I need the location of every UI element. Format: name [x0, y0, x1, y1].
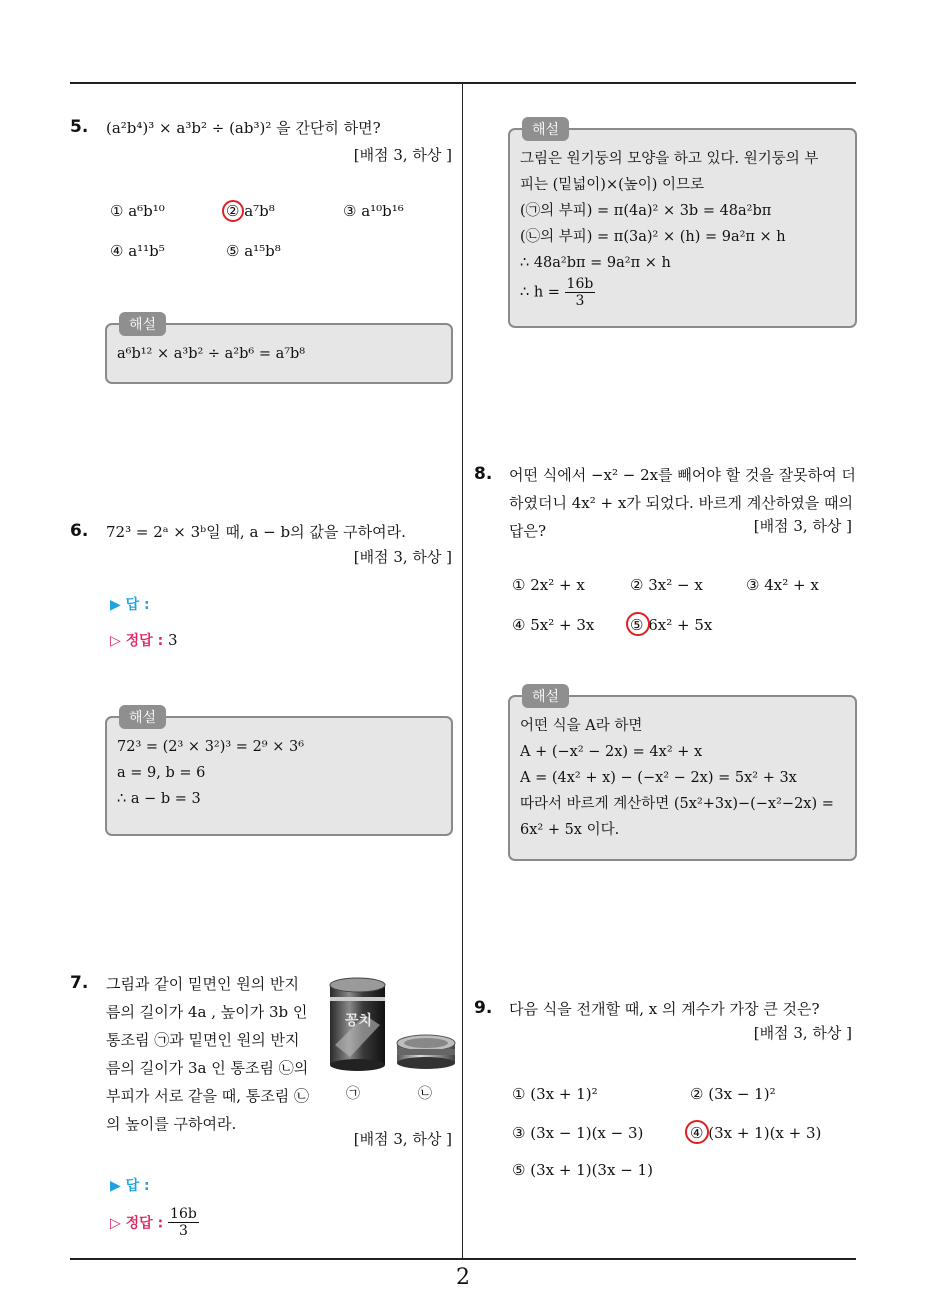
q7-correct-label [110, 1206, 199, 1239]
q8-option-1[interactable]: ① 2x² + x [512, 576, 585, 594]
q7-explanation-line-3: (㉠의 부피) = π(4a)² × 3b = 48a²bπ [520, 203, 772, 219]
q7-text [106, 970, 326, 1138]
q8-score: [배점 3, 하상 ] [753, 517, 852, 535]
q6-text: 72³ = 2ᵃ × 3ᵇ일 때, a − b의 값을 구하여라. [106, 523, 406, 541]
q6-score: [배점 3, 하상 ] [353, 548, 452, 566]
q7-explanation-tag: 해설 [522, 117, 569, 141]
q8-number: 8. [474, 464, 493, 484]
q6-correct-label [110, 630, 178, 650]
q9-option-3[interactable]: ③ (3x − 1)(x − 3) [512, 1124, 644, 1142]
q8-explanation-line-2: A + (−x² − 2x) = 4x² + x [520, 744, 703, 760]
short-can-shape [397, 1035, 455, 1069]
q8-option-3[interactable]: ③ 4x² + x [746, 576, 819, 594]
q7-correct-numerator: 16b [170, 1206, 197, 1222]
q9-selected-mark [685, 1120, 709, 1144]
q5-explanation-tag: 해설 [119, 312, 166, 336]
q5-explanation-box [105, 317, 453, 384]
q9-option-1[interactable]: ① (3x + 1)² [512, 1085, 598, 1103]
q6-explanation-line-3: ∴ a − b = 3 [117, 791, 201, 807]
q5-selected-mark [222, 200, 244, 222]
q7-can-figure [325, 975, 460, 1080]
q7-explanation-denominator: 3 [575, 293, 585, 309]
q6-correct-value: 3 [168, 631, 178, 649]
q8-option-4[interactable]: ④ 5x² + 3x [512, 616, 595, 634]
bottom-rule [70, 1258, 856, 1260]
q7-explanation-h-prefix: ∴ h = [520, 284, 560, 301]
q7-correct-fraction [168, 1206, 199, 1239]
q8-text-line-2: 하였더니 4x² + x가 되었다. 바르게 계산하였을 때의 [509, 494, 854, 512]
q5-option-5[interactable]: ⑤ a¹⁵b⁸ [226, 242, 281, 260]
q8-explanation-line-3: A = (4x² + x) − (−x² − 2x) = 5x² + 3x [520, 770, 797, 786]
q7-explanation-fraction [565, 276, 596, 309]
q5-option-4[interactable]: ④ a¹¹b⁵ [110, 242, 165, 260]
q8-explanation-line-4: 따라서 바르게 계산하면 (5x²+3x)−(−x²−2x) = [520, 796, 834, 812]
q7-fig-label-b: ㉡ [418, 1086, 432, 1102]
q6-explanation-box [105, 710, 453, 836]
q7-explanation-line-6 [520, 276, 845, 309]
q7-text-line-1: 그림과 같이 밑면인 원의 반지 [106, 975, 299, 993]
q7-number: 7. [70, 973, 89, 993]
q9-option-5[interactable]: ⑤ (3x + 1)(3x − 1) [512, 1161, 653, 1179]
q5-option-2[interactable]: ② a⁷b⁸ [226, 202, 275, 220]
q7-explanation-line-4: (㉡의 부피) = π(3a)² × (h) = 9a²π × h [520, 229, 786, 245]
q7-text-line-2: 름의 길이가 4a , 높이가 3b 인 [106, 1003, 308, 1021]
q7-text-line-3: 통조림 ㉠과 밑면인 원의 반지 [106, 1031, 300, 1049]
q5-number: 5. [70, 117, 89, 137]
q5-option-1[interactable]: ① a⁶b¹⁰ [110, 202, 165, 220]
q6-answer-label: ▶ 답 : [110, 597, 150, 613]
q8-option-5[interactable]: ⑤ 6x² + 5x [630, 616, 713, 634]
q6-explanation-tag: 해설 [119, 705, 166, 729]
q6-correct-prefix: ▷ 정답 : [110, 633, 164, 649]
q7-fig-label-a: ㉠ [346, 1086, 360, 1102]
q7-correct-denominator: 3 [178, 1223, 188, 1239]
q7-explanation-line-2: 피는 (밑넓이)×(높이) 이므로 [520, 177, 705, 193]
q9-score: [배점 3, 하상 ] [753, 1024, 852, 1042]
q5-explanation-line: a⁶b¹² × a³b² ÷ a²b⁶ = a⁷b⁸ [117, 346, 306, 362]
q8-text-line-1: 어떤 식에서 −x² − 2x를 빼어야 할 것을 잘못하여 더 [509, 466, 856, 484]
q9-option-2[interactable]: ② (3x − 1)² [690, 1085, 776, 1103]
q7-explanation-numerator: 16b [566, 276, 594, 292]
q7-score: [배점 3, 하상 ] [353, 1130, 452, 1148]
top-rule [70, 82, 856, 84]
q6-number: 6. [70, 521, 89, 541]
q7-text-line-6: 의 높이를 구하여라. [106, 1115, 237, 1133]
q7-correct-prefix: ▷ 정답 : [110, 1215, 164, 1232]
q7-explanation-line-5: ∴ 48a²bπ = 9a²π × h [520, 255, 671, 271]
q5-text: (a²b⁴)³ × a³b² ÷ (ab³)² 을 간단히 하면? [106, 119, 381, 137]
q8-explanation-box [508, 689, 857, 861]
q9-text: 다음 식을 전개할 때, x 의 계수가 가장 큰 것은? [509, 1000, 820, 1018]
q6-explanation-line-1: 72³ = (2³ × 3²)³ = 2⁹ × 3⁶ [117, 739, 305, 755]
q7-explanation-line-1: 그림은 원기둥의 모양을 하고 있다. 원기둥의 부 [520, 151, 819, 167]
q8-explanation-line-1: 어떤 식을 A라 하면 [520, 718, 643, 734]
q7-text-line-5: 부피가 서로 같을 때, 통조림 ㉡ [106, 1087, 309, 1105]
q5-option-3[interactable]: ③ a¹⁰b¹⁶ [343, 202, 404, 220]
q6-explanation-line-2: a = 9, b = 6 [117, 765, 206, 781]
q7-text-line-4: 름의 길이가 3a 인 통조림 ㉡의 [106, 1059, 309, 1077]
q7-explanation-box [508, 122, 857, 328]
q9-number: 9. [474, 998, 493, 1018]
can-label-text: 꽁치 [345, 1013, 373, 1029]
q8-text-line-3: 답은? [509, 522, 547, 540]
q9-option-4[interactable]: ④ (3x + 1)(x + 3) [690, 1124, 822, 1142]
q8-option-2[interactable]: ② 3x² − x [630, 576, 703, 594]
q5-score: [배점 3, 하상 ] [353, 146, 452, 164]
q8-explanation-tag: 해설 [522, 684, 569, 708]
page-number: 2 [456, 1265, 470, 1290]
q7-answer-label: ▶ 답 : [110, 1178, 150, 1194]
column-divider [462, 83, 463, 1258]
q8-selected-mark [626, 612, 650, 636]
q8-explanation-line-5: 6x² + 5x 이다. [520, 822, 620, 838]
